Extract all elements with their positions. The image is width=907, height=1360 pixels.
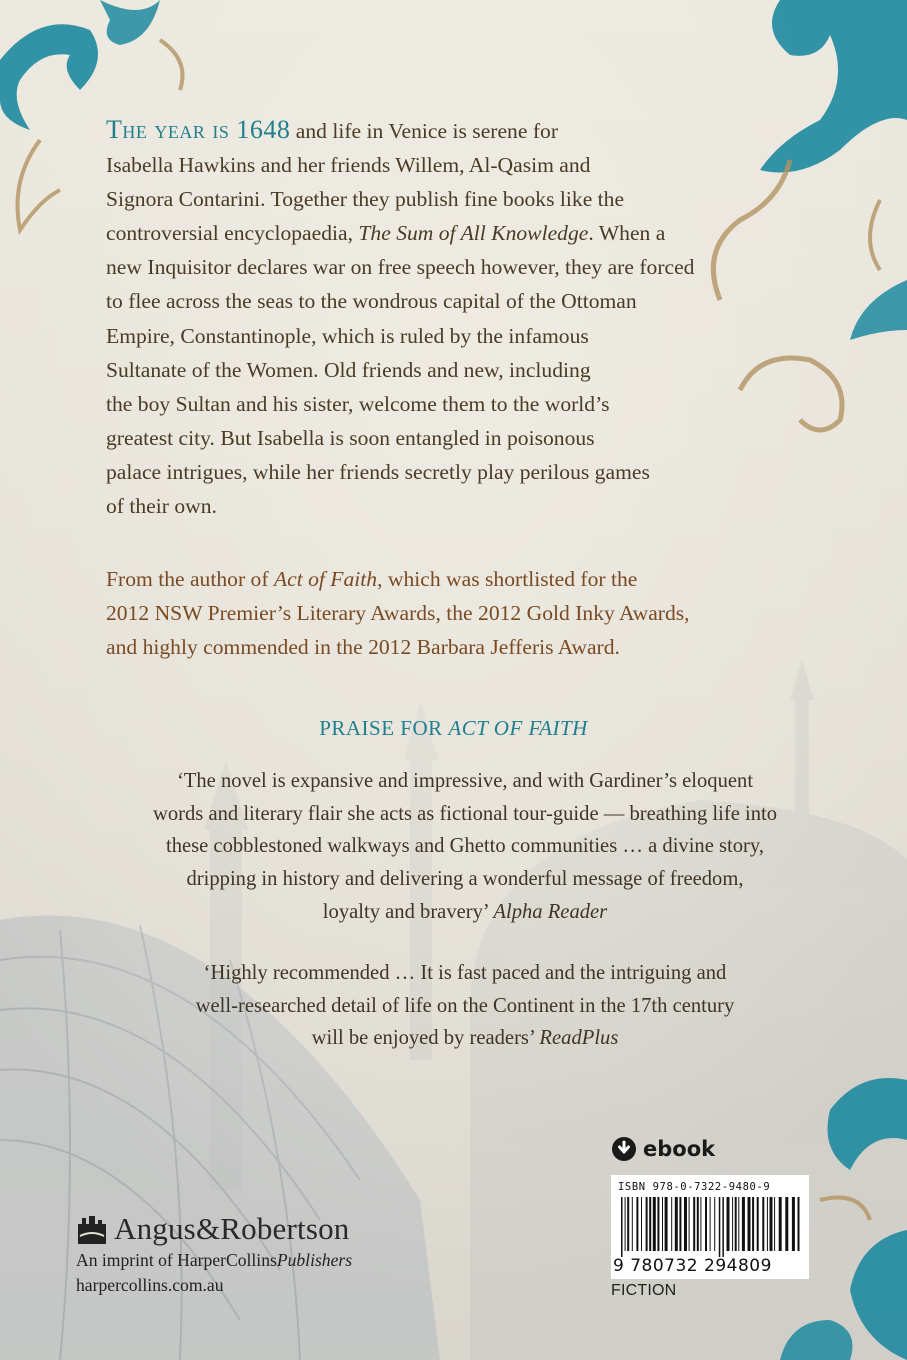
barcode-bar (792, 1197, 795, 1251)
barcode-bar (798, 1197, 800, 1251)
publisher-website[interactable]: harpercollins.com.au (76, 1275, 224, 1295)
quote-source: Alpha Reader (493, 900, 608, 923)
author-note-line: 2012 NSW Premier’s Literary Awards, the 2012 Gold Inky Awards, (106, 601, 690, 626)
barcode-bars (619, 1197, 803, 1257)
imprint-line: An imprint of HarperCollinsPublishers (76, 1250, 353, 1270)
blurb-line: Sultanate of the Women. Old friends and new, including (106, 357, 591, 382)
barcode-bar (779, 1197, 782, 1251)
barcode-bar (770, 1197, 773, 1251)
review-quote-readplus (130, 957, 800, 1055)
barcode-bar (636, 1197, 638, 1251)
barcode-bar (684, 1197, 687, 1251)
barcode-bar (689, 1197, 690, 1251)
barcode-bar (671, 1197, 672, 1251)
category-label: FICTION (611, 1282, 677, 1299)
barcode-bar (710, 1197, 711, 1251)
quote-line: ‘Highly recommended … It is fast paced and the intriguing and (203, 962, 727, 984)
quote-line: ‘The novel is expansive and impressive, and with Gardiner’s eloquent (176, 770, 754, 792)
isbn-label: ISBN 978-0-7322-9480-9 (618, 1181, 771, 1193)
barcode-bar (627, 1197, 629, 1251)
barcode-bar (774, 1197, 775, 1251)
previous-book-title: Act of Faith (273, 567, 378, 591)
barcode-bar (757, 1197, 759, 1251)
barcode-bar (727, 1197, 730, 1251)
blurb-line: Isabella Hawkins and her friends Willem, Al-Qasim and (106, 153, 591, 178)
quote-source: ReadPlus (539, 1027, 619, 1050)
blurb-line: Signora Contarini. Together they publish fine books like the (106, 187, 625, 212)
barcode-bar (714, 1197, 715, 1251)
author-note-line: From the author of Act of Faith, which was shortlisted for the (106, 567, 638, 591)
barcode-bar (649, 1197, 651, 1251)
review-quote-alpha-reader (130, 765, 800, 929)
barcode-bar (632, 1197, 633, 1251)
blurb-line: the boy Sultan and his sister, welcome them to the world’s (106, 391, 610, 416)
book-blurb (106, 113, 826, 523)
barcode-bar (625, 1197, 626, 1251)
blurb-line: of their own. (106, 494, 217, 519)
barcode-bar (742, 1197, 745, 1251)
barcode-bar (693, 1197, 695, 1251)
barcode-bar (675, 1197, 678, 1251)
barcode-digits: 9 780732 294809 (613, 1256, 772, 1276)
blurb-line: to flee across the seas to the wondrous capital of the Ottoman (106, 289, 637, 314)
blurb-line: The year is 1648 and life in Venice is serene for (106, 115, 559, 144)
barcode-bar (738, 1197, 739, 1251)
book-title-ref: The Sum of All Knowledge (358, 221, 589, 246)
ebook-badge (611, 1136, 715, 1162)
barcode-bar (653, 1197, 656, 1251)
barcode-bar (735, 1197, 737, 1251)
barcode-bar (767, 1197, 768, 1251)
barcode-bar (641, 1197, 642, 1251)
blurb-lead: The year is 1648 (106, 115, 291, 144)
barcode-bar (752, 1197, 754, 1251)
quote-line: dripping in history and delivering a wonderful message of freedom, (186, 868, 744, 891)
publisher-name: Angus&Robertson (114, 1211, 350, 1246)
isbn-barcode (611, 1175, 809, 1279)
download-circle-icon (611, 1136, 637, 1162)
quote-line: will be enjoyed by readers’ ReadPlus (311, 1027, 619, 1050)
quote-line: these cobblestoned walkways and Ghetto communities … a divine story, (165, 835, 765, 858)
barcode-bar (679, 1197, 681, 1251)
ebook-label: ebook (643, 1137, 716, 1161)
barcode-bar (748, 1197, 751, 1251)
author-note-line: and highly commended in the 2012 Barbara Jefferis Award. (106, 635, 620, 660)
barcode-bar (697, 1197, 699, 1251)
blurb-line: new Inquisitor declares war on free speech however, they are forced (106, 255, 695, 280)
barcode-bar (719, 1197, 721, 1257)
quote-line: well-researched detail of life on the Continent in the 17th century (195, 994, 735, 1017)
publisher-block (76, 1208, 352, 1296)
blurb-line: Empire, Constantinople, which is ruled by the infamous (106, 323, 589, 348)
barcode-bar (657, 1197, 659, 1251)
castle-icon (76, 1214, 108, 1244)
publisher-logo (76, 1208, 352, 1250)
barcode-bar (662, 1197, 663, 1251)
blurb-line: palace intrigues, while her friends secretly play perilous games (106, 459, 650, 484)
quote-line: words and literary flair she acts as fictional tour-guide — breathing life into (152, 802, 778, 825)
author-note (106, 562, 826, 665)
blurb-line: greatest city. But Isabella is soon entangled in poisonous (106, 425, 595, 450)
praise-heading: PRAISE FOR ACT OF FAITH (319, 716, 588, 740)
barcode-bar (722, 1197, 724, 1257)
barcode-bar (732, 1197, 733, 1251)
barcode-bar (705, 1197, 707, 1251)
barcode-bar (646, 1197, 648, 1251)
barcode-bar (621, 1197, 623, 1257)
barcode-bar (785, 1197, 788, 1251)
barcode-bar (700, 1197, 701, 1251)
barcode-bar (665, 1197, 668, 1251)
barcode-bar (762, 1197, 764, 1251)
quote-line: loyalty and bravery’ Alpha Reader (322, 900, 608, 923)
blurb-line: controversial encyclopaedia, The Sum of All Knowledge. When a (106, 221, 666, 246)
